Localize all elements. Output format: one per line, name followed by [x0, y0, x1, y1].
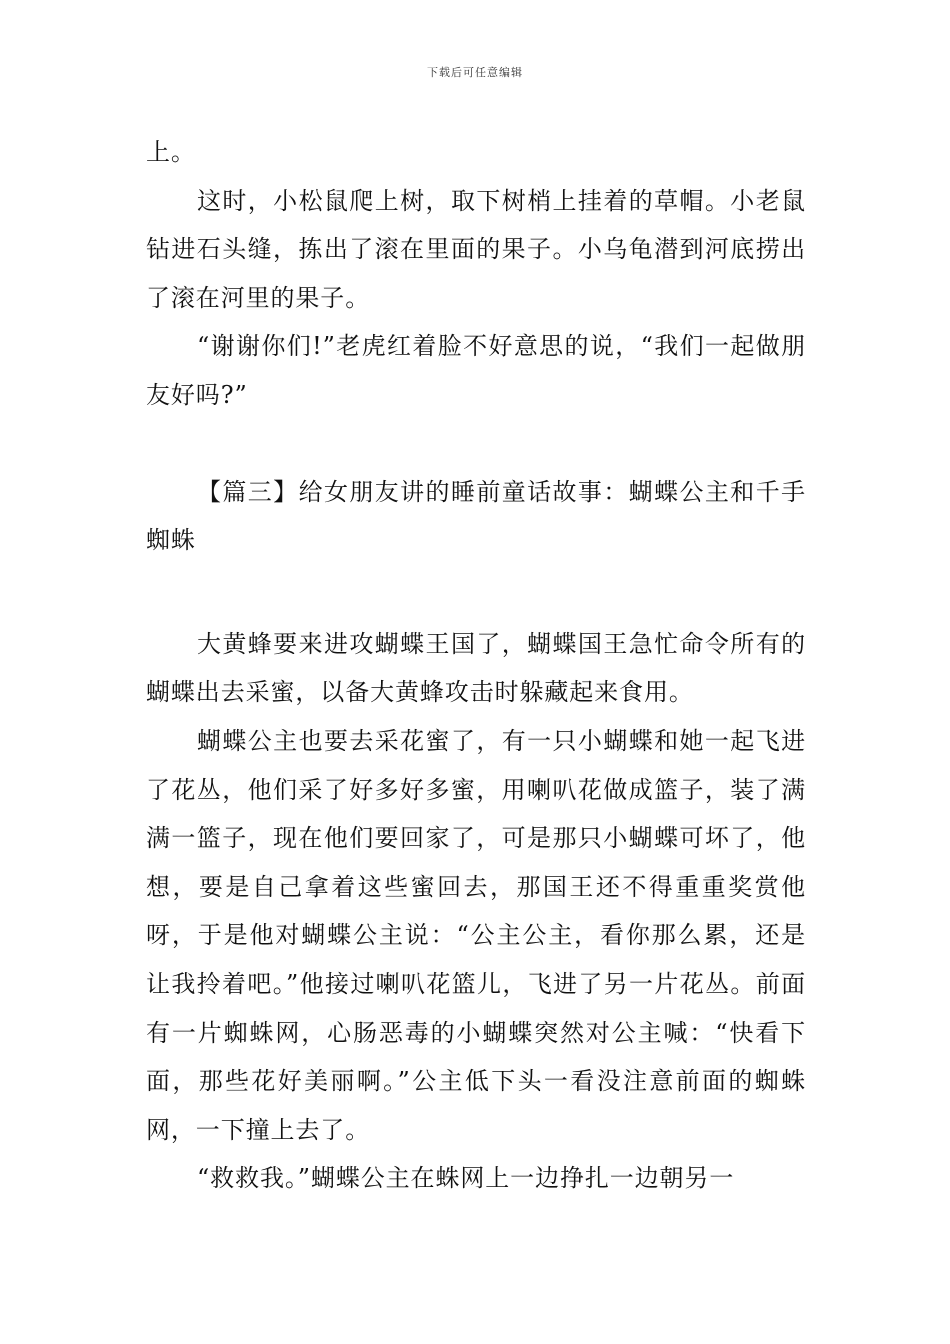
page-header: 下载后可任意编辑	[427, 66, 523, 79]
paragraph-gap	[146, 420, 806, 468]
paragraph-squirrel: 这时，小松鼠爬上树，取下树梢上挂着的草帽。小老鼠钻进石头缝，拣出了滚在里面的果子。小乌龟潜到河底捞出了滚在河里的果子。	[146, 186, 806, 312]
paragraph-hornet-attack: 大黄蜂要来进攻蝴蝶王国了，蝴蝶国王急忙命令所有的蝴蝶出去采蜜，以备大黄蜂攻击时躲藏起来食用。	[146, 629, 806, 707]
section-heading: 【篇三】给女朋友讲的睡前童话故事：蝴蝶公主和千手蜘蛛	[146, 477, 806, 555]
paragraph-butterfly-princess: 蝴蝶公主也要去采花蜜了，有一只小蝴蝶和她一起飞进了花丛，他们采了好多好多蜜，用喇叭花做成篮子，装了满满一篮子，现在他们要回家了，可是那只小蝴蝶可坏了，他想，要是自己拿着这些蜜回去，那国王还不得重重奖赏他呀，于是他对蝴蝶公主说：“公主公主，看你那么累，还是让我拎着吧。”他接过喇叭花篮儿，飞进了另一片花丛。前面有一片蜘蛛网，心肠恶毒的小蝴蝶突然对公主喊：“快看下面，那些花好美丽啊。”公主低下头一看没注意前面的蜘蛛网，一下撞上去了。	[146, 726, 806, 1144]
document-body	[146, 128, 806, 1203]
paragraph-continuation: 上。	[146, 138, 196, 166]
paragraph-gap	[146, 565, 806, 620]
paragraph-save-me: “救救我。”蝴蝶公主在蛛网上一边挣扎一边朝另一	[197, 1164, 735, 1193]
paragraph-tiger-thanks: “谢谢你们!”老虎红着脸不好意思的说，“我们一起做朋友好吗?”	[146, 332, 806, 409]
